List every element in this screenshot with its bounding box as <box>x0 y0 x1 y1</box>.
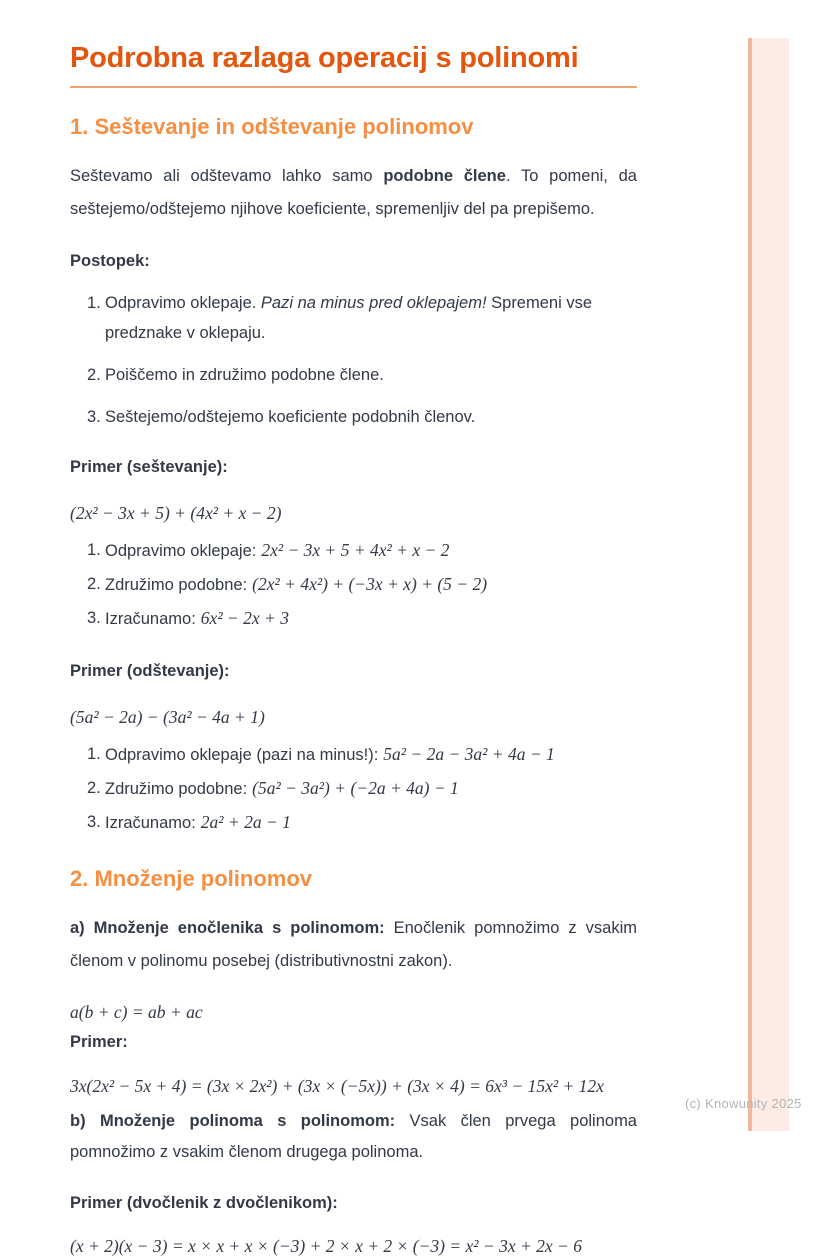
example-subtraction-expression: (5a² − 2a) − (3a² − 4a + 1) <box>70 707 265 727</box>
procedure-item <box>70 402 637 432</box>
part-a-lead: a) Množenje enočlenika s polinomom: <box>70 919 385 937</box>
example-step <box>70 568 637 602</box>
step-math: (2x² + 4x²) + (−3x + x) + (5 − 2) <box>252 574 488 594</box>
page-title: Podrobna razlaga operacij s polinomi <box>70 42 579 74</box>
title-underline <box>70 86 637 88</box>
part-a-text: Enočlenik pomnožimo z vsakim členom v polinomu posebej (distributivnostni zakon). <box>70 919 637 970</box>
part-b-text: Vsak člen prvega polinoma pomnožimo z vsakim členom drugega polinoma. <box>70 1112 637 1161</box>
example-step <box>70 806 637 840</box>
part-a-paragraph <box>70 912 637 978</box>
procedure-label: Postopek: <box>70 252 150 270</box>
footer-credit: (c) Knowunity 2025 <box>685 1096 802 1111</box>
example-subtraction-steps <box>70 738 637 840</box>
distributive-formula: a(b + c) = ab + ac <box>70 1002 203 1022</box>
example-step <box>70 738 637 772</box>
binomial-example-label: Primer (dvočlenik z dvočlenikom): <box>70 1194 338 1212</box>
step-label: Odpravimo oklepaje: <box>105 542 257 560</box>
example-step <box>70 534 637 568</box>
section-2-heading: 2. Množenje polinomov <box>70 866 313 891</box>
step-label: Odpravimo oklepaje (pazi na minus!): <box>105 746 379 764</box>
procedure-item <box>70 360 637 390</box>
document-content <box>70 0 637 1260</box>
part-b-lead: b) Množenje polinoma s polinomom: <box>70 1112 396 1130</box>
procedure-item-emphasis: Pazi na minus pred oklepajem! <box>260 294 487 312</box>
example-step <box>70 602 637 636</box>
step-math: 2x² − 3x + 5 + 4x² + x − 2 <box>261 540 450 560</box>
step-label: Združimo podobne: <box>105 576 248 594</box>
procedure-item-pre: Poiščemo in združimo podobne člene. <box>105 366 384 384</box>
binomial-example: (x + 2)(x − 3) = x × x + x × (−3) + 2 × x + 2 × (−3) = x² − 3x + 2x − 6 <box>70 1236 582 1256</box>
example-addition-expression: (2x² − 3x + 5) + (4x² + x − 2) <box>70 503 282 523</box>
intro-text-post: . To pomeni, da seštejemo/odštejemo njihove koeficiente, spremenljiv del pa prepišemo. <box>70 167 637 218</box>
step-label: Izračunamo: <box>105 814 196 832</box>
example-addition-steps <box>70 534 637 636</box>
procedure-item-post: Spremeni vse predznake v oklepaju. <box>105 294 593 342</box>
step-math: 5a² − 2a − 3a² + 4a − 1 <box>383 744 555 764</box>
section-1-heading: 1. Seštevanje in odštevanje polinomov <box>70 114 474 139</box>
example-addition-label: Primer (seštevanje): <box>70 458 228 476</box>
step-math: (5a² − 3a²) + (−2a + 4a) − 1 <box>252 778 459 798</box>
procedure-item <box>70 288 637 348</box>
primer-label: Primer: <box>70 1033 128 1051</box>
example-step <box>70 772 637 806</box>
monomial-example: 3x(2x² − 5x + 4) = (3x × 2x²) + (3x × (−5x)) + (3x × 4) = 6x³ − 15x² + 12x <box>70 1076 604 1096</box>
part-b-paragraph <box>70 1106 637 1168</box>
intro-text-pre: Seštevamo ali odštevamo lahko samo <box>70 167 384 185</box>
example-subtraction-label: Primer (odštevanje): <box>70 662 230 680</box>
step-label: Združimo podobne: <box>105 780 248 798</box>
procedure-item-pre: Odpravimo oklepaje. <box>105 294 261 312</box>
intro-text-bold: podobne člene <box>383 167 506 185</box>
procedure-item-pre: Seštejemo/odštejemo koeficiente podobnih členov. <box>105 408 476 426</box>
decorative-accent-bar <box>748 38 789 1131</box>
intro-paragraph <box>70 160 637 226</box>
procedure-list <box>70 288 637 432</box>
step-math: 2a² + 2a − 1 <box>200 812 291 832</box>
step-label: Izračunamo: <box>105 610 196 628</box>
step-math: 6x² − 2x + 3 <box>200 608 289 628</box>
